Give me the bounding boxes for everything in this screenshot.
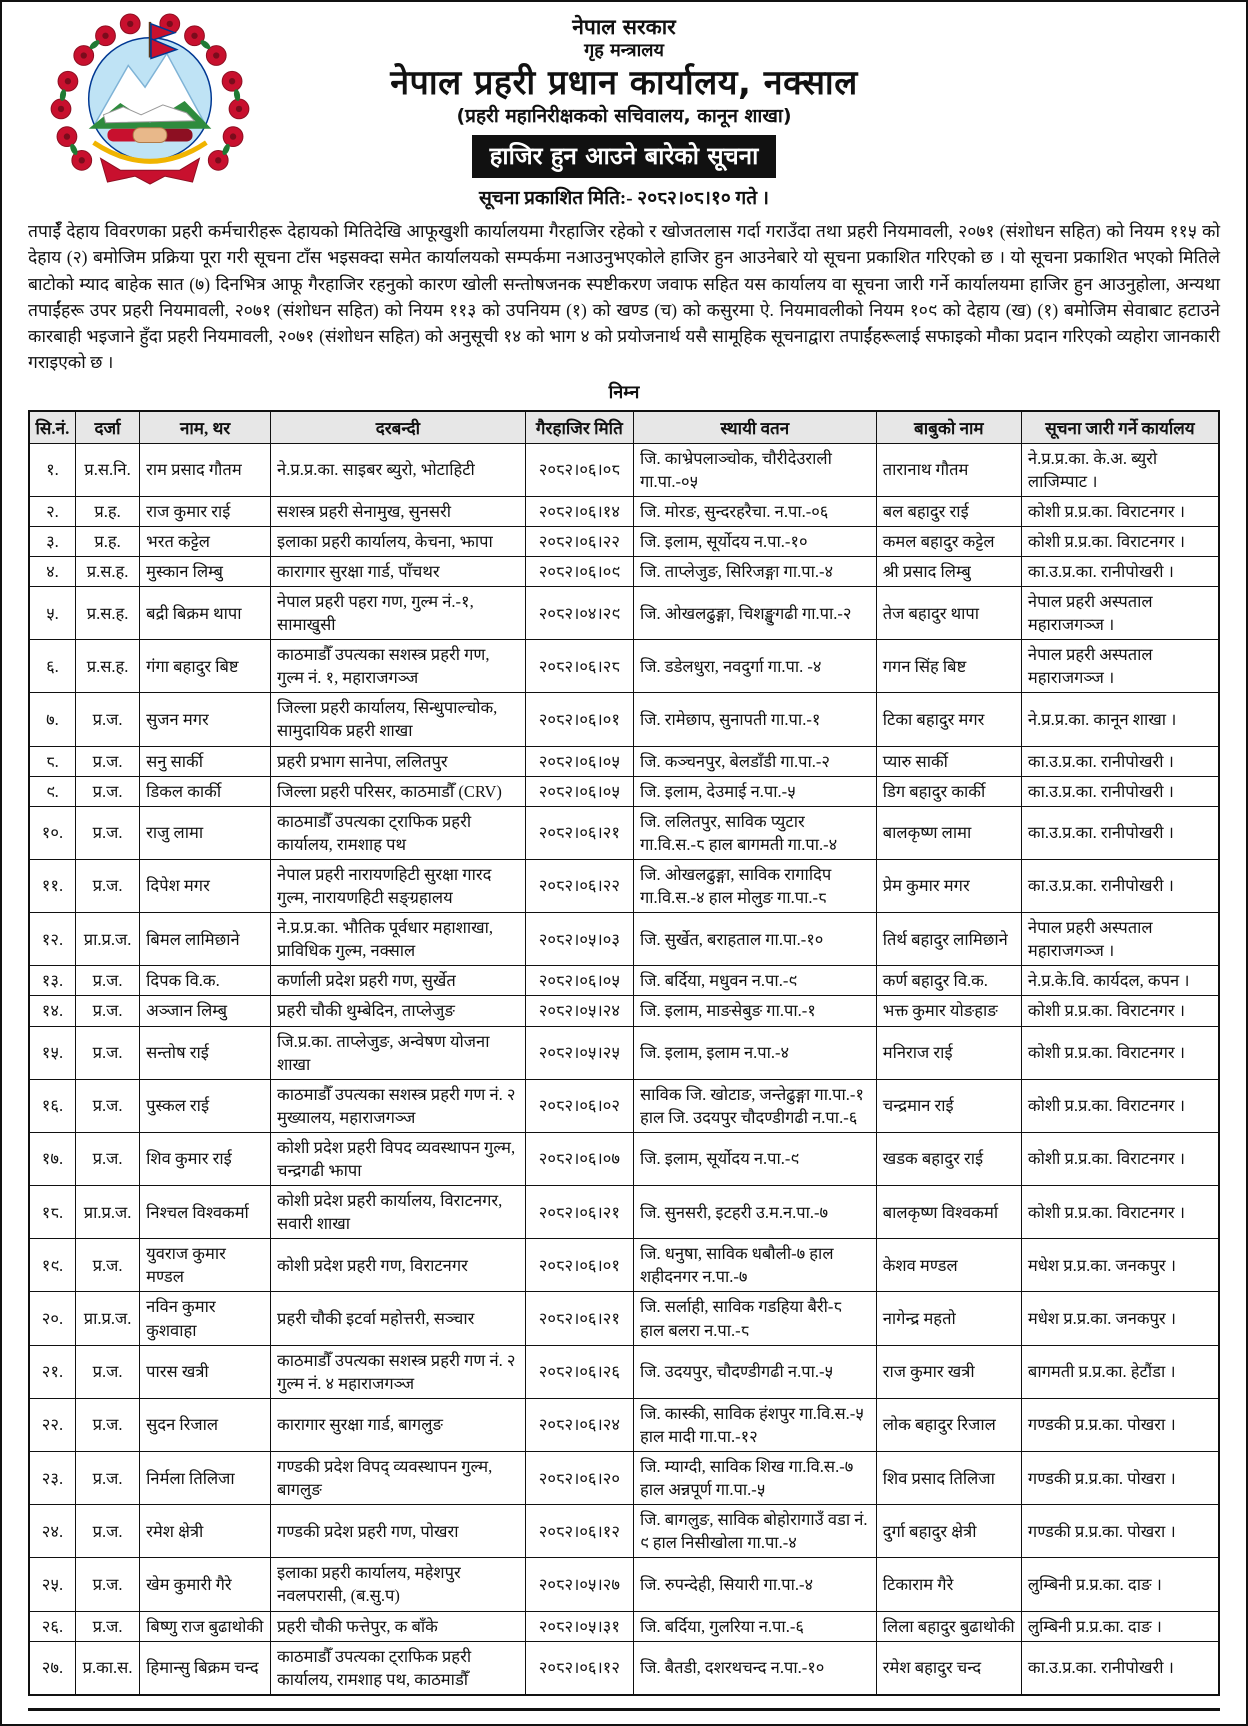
table-cell: तिर्थ बहादुर लामिछाने bbox=[876, 913, 1021, 966]
table-cell: प्र.ज. bbox=[75, 996, 139, 1026]
table-cell: कोशी प्रदेश प्रहरी गण, विराटनगर bbox=[271, 1239, 526, 1292]
table-cell: कमल बहादुर कट्टेल bbox=[876, 526, 1021, 556]
table-cell: प्र.ज. bbox=[75, 1505, 139, 1558]
column-header: दरबन्दी bbox=[271, 411, 526, 444]
table-row bbox=[29, 1611, 1219, 1641]
table-cell: १८. bbox=[29, 1186, 75, 1239]
table-cell: जि. ओखलढुङ्गा, साविक रागादिप गा.वि.स.-४ हाल मोलुङ गा.पा.-८ bbox=[633, 859, 876, 912]
table-cell: गण्डकी प्र.प्र.का. पोखरा । bbox=[1021, 1452, 1219, 1505]
table-cell: काठमाडौँ उपत्यका ट्राफिक प्रहरी कार्यालय, रामशाह पथ bbox=[271, 806, 526, 859]
table-cell: काठमाडौँ उपत्यका सशस्त्र प्रहरी गण नं. २ मुख्यालय, महाराजगञ्ज bbox=[271, 1079, 526, 1132]
table-cell: प्रेम कुमार मगर bbox=[876, 859, 1021, 912]
table-cell: जि. मोरङ, सुन्दरहरैचा. न.पा.-०६ bbox=[633, 496, 876, 526]
column-header: सूचना जारी गर्ने कार्यालय bbox=[1021, 411, 1219, 444]
table-cell: जि. डडेलधुरा, नवदुर्गा गा.पा. -४ bbox=[633, 640, 876, 693]
table-cell: जि. कञ्चनपुर, बेलडाँडी गा.पा.-२ bbox=[633, 746, 876, 776]
table-cell: जि. इलाम, सूर्योदय न.पा.-१० bbox=[633, 526, 876, 556]
table-cell: जि. रामेछाप, सुनापती गा.पा.-१ bbox=[633, 693, 876, 746]
table-cell: मनिराज राई bbox=[876, 1026, 1021, 1079]
office-name: नेपाल प्रहरी प्रधान कार्यालय, नक्साल bbox=[390, 62, 858, 103]
table-cell: प्र.ज. bbox=[75, 1345, 139, 1398]
table-cell: २०८२।०६।०७ bbox=[525, 1132, 633, 1185]
table-cell: जि. इलाम, सूर्योदय न.पा.-९ bbox=[633, 1132, 876, 1185]
handshake-icon bbox=[107, 128, 192, 143]
table-cell: जि. बैतडी, दशरथचन्द न.पा.-१० bbox=[633, 1641, 876, 1695]
table-cell: नेपाल प्रहरी पहरा गण, गुल्म नं.-१, सामाखुसी bbox=[271, 587, 526, 640]
table-cell: मधेश प्र.प्र.का. जनकपुर । bbox=[1021, 1292, 1219, 1345]
table-row bbox=[29, 1239, 1219, 1292]
table-cell: २०८२।०६।२८ bbox=[525, 640, 633, 693]
table-cell: राज कुमार राई bbox=[140, 496, 271, 526]
table-cell: २७. bbox=[29, 1641, 75, 1695]
table-cell: ने.प्र.प्र.का. भौतिक पूर्वधार महाशाखा, प्राविधिक गुल्म, नक्साल bbox=[271, 913, 526, 966]
table-cell: जि. ताप्लेजुङ, सिरिजङ्गा गा.पा.-४ bbox=[633, 556, 876, 586]
table-cell: १०. bbox=[29, 806, 75, 859]
table-cell: बिष्णु राज बुढाथोकी bbox=[140, 1611, 271, 1641]
table-cell: २०८२।०६।२१ bbox=[525, 1292, 633, 1345]
notice-table bbox=[28, 410, 1220, 1696]
table-cell: जि. सुनसरी, इटहरी उ.म.न.पा.-७ bbox=[633, 1186, 876, 1239]
table-cell: २०८२।०६।०१ bbox=[525, 693, 633, 746]
table-cell: दिपक वि.क. bbox=[140, 966, 271, 996]
table-cell: केशव मण्डल bbox=[876, 1239, 1021, 1292]
table-cell: २०८२।०६।१४ bbox=[525, 496, 633, 526]
table-cell: जि. बर्दिया, मधुवन न.पा.-९ bbox=[633, 966, 876, 996]
table-cell: जिल्ला प्रहरी कार्यालय, सिन्धुपाल्चोक, सामुदायिक प्रहरी शाखा bbox=[271, 693, 526, 746]
table-cell: प्यारु सार्की bbox=[876, 746, 1021, 776]
table-cell: तेज बहादुर थापा bbox=[876, 587, 1021, 640]
table-row bbox=[29, 1026, 1219, 1079]
table-cell: गण्डकी प्र.प्र.का. पोखरा । bbox=[1021, 1398, 1219, 1451]
table-cell: २०८२।०४।२९ bbox=[525, 587, 633, 640]
table-cell: १९. bbox=[29, 1239, 75, 1292]
table-cell: २०८२।०६।०९ bbox=[525, 556, 633, 586]
table-cell: ४. bbox=[29, 556, 75, 586]
table-cell: कारागार सुरक्षा गार्ड, पाँचथर bbox=[271, 556, 526, 586]
table-row bbox=[29, 1505, 1219, 1558]
table-cell: लिला बहादुर बुढाथोकी bbox=[876, 1611, 1021, 1641]
table-cell: जि. उदयपुर, चौदण्डीगढी न.पा.-५ bbox=[633, 1345, 876, 1398]
table-head bbox=[29, 411, 1219, 444]
table-row bbox=[29, 556, 1219, 586]
table-cell: भक्त कुमार योङहाङ bbox=[876, 996, 1021, 1026]
table-row bbox=[29, 966, 1219, 996]
column-header: बाबुको नाम bbox=[876, 411, 1021, 444]
table-cell: २०८२।०६।१२ bbox=[525, 1641, 633, 1695]
table-cell: लुम्बिनी प्र.प्र.का. दाङ । bbox=[1021, 1558, 1219, 1611]
table-cell: डिकल कार्की bbox=[140, 776, 271, 806]
table-cell: जि. काभ्रेपलाञ्चोक, चौरीदेउराली गा.पा.-०५ bbox=[633, 443, 876, 496]
table-cell: २३. bbox=[29, 1452, 75, 1505]
table-cell: प्र.ह. bbox=[75, 496, 139, 526]
table-cell: प्र.का.स. bbox=[75, 1641, 139, 1695]
table-cell: प्र.ज. bbox=[75, 1452, 139, 1505]
table-cell: काठमाडौँ उपत्यका सशस्त्र प्रहरी गण नं. २ गुल्म नं. ४ महाराजगञ्ज bbox=[271, 1345, 526, 1398]
table-cell: ५. bbox=[29, 587, 75, 640]
table-cell: २०. bbox=[29, 1292, 75, 1345]
table-cell: श्री प्रसाद लिम्बु bbox=[876, 556, 1021, 586]
table-cell: राम प्रसाद गौतम bbox=[140, 443, 271, 496]
table-cell: २०८२।०६।२२ bbox=[525, 526, 633, 556]
table-row bbox=[29, 496, 1219, 526]
table-cell: २०८२।०५।२७ bbox=[525, 1558, 633, 1611]
column-header: गैरहाजिर मिति bbox=[525, 411, 633, 444]
table-cell: कोशी प्र.प्र.का. विराटनगर । bbox=[1021, 1132, 1219, 1185]
table-cell: जि. ओखलढुङ्गा, चिशङ्खुगढी गा.पा.-२ bbox=[633, 587, 876, 640]
table-cell: जि. सर्लाही, साविक गडहिया बैरी-८ हाल बलरा न.पा.-८ bbox=[633, 1292, 876, 1345]
table-cell: गण्डकी प्रदेश विपद् व्यवस्थापन गुल्म, बागलुङ bbox=[271, 1452, 526, 1505]
secretariat-name: (प्रहरी महानिरीक्षकको सचिवालय, कानून शाखा) bbox=[456, 105, 792, 128]
table-cell: ११. bbox=[29, 859, 75, 912]
table-cell: ने.प्र.के.वि. कार्यदल, कपन । bbox=[1021, 966, 1219, 996]
table-cell: जि. म्याग्दी, साविक शिख गा.वि.स.-७ हाल अन्नपूर्ण गा.पा.-५ bbox=[633, 1452, 876, 1505]
table-cell: १२. bbox=[29, 913, 75, 966]
table-cell: जि. कास्की, साविक हंशपुर गा.वि.स.-५ हाल मादी गा.पा.-१२ bbox=[633, 1398, 876, 1451]
table-cell: दिपेश मगर bbox=[140, 859, 271, 912]
table-cell: नेपाल प्रहरी अस्पताल महाराजगञ्ज । bbox=[1021, 587, 1219, 640]
table-cell: २०८२।०६।०५ bbox=[525, 966, 633, 996]
table-cell: कारागार सुरक्षा गार्ड, बागलुङ bbox=[271, 1398, 526, 1451]
table-cell: ८. bbox=[29, 746, 75, 776]
table-cell: २०८२।०६।१२ bbox=[525, 1505, 633, 1558]
table-cell: प्र.ज. bbox=[75, 859, 139, 912]
table-cell: बद्री बिक्रम थापा bbox=[140, 587, 271, 640]
table-cell: डिग बहादुर कार्की bbox=[876, 776, 1021, 806]
table-cell: २. bbox=[29, 496, 75, 526]
table-cell: १४. bbox=[29, 996, 75, 1026]
table-cell: का.उ.प्र.का. रानीपोखरी । bbox=[1021, 1641, 1219, 1695]
table-cell: प्र.स.ह. bbox=[75, 587, 139, 640]
table-cell: नेपाल प्रहरी नारायणहिटी सुरक्षा गारद गुल्म, नारायणहिटी सङ्ग्रहालय bbox=[271, 859, 526, 912]
table-cell: प्रा.प्र.ज. bbox=[75, 913, 139, 966]
table-cell: प्र.ज. bbox=[75, 1132, 139, 1185]
table-cell: प्र.ज. bbox=[75, 1079, 139, 1132]
table-cell: प्र.ज. bbox=[75, 806, 139, 859]
table-cell: टिकाराम गैरे bbox=[876, 1558, 1021, 1611]
table-cell: १५. bbox=[29, 1026, 75, 1079]
table-cell: २०८२।०५।२४ bbox=[525, 996, 633, 1026]
column-header: स्थायी वतन bbox=[633, 411, 876, 444]
table-cell: बालकृष्ण लामा bbox=[876, 806, 1021, 859]
table-row bbox=[29, 1452, 1219, 1505]
table-cell: २०८२।०६।२१ bbox=[525, 1186, 633, 1239]
table-cell: गण्डकी प्रदेश प्रहरी गण, पोखरा bbox=[271, 1505, 526, 1558]
table-cell: जि. बर्दिया, गुलरिया न.पा.-६ bbox=[633, 1611, 876, 1641]
table-cell: २०८२।०६।०१ bbox=[525, 1239, 633, 1292]
table-row bbox=[29, 1641, 1219, 1695]
column-header: दर्जा bbox=[75, 411, 139, 444]
table-intro-label: निम्न bbox=[608, 381, 640, 402]
table-cell: कोशी प्र.प्र.का. विराटनगर । bbox=[1021, 526, 1219, 556]
table-row bbox=[29, 1292, 1219, 1345]
table-cell: कोशी प्र.प्र.का. विराटनगर । bbox=[1021, 1186, 1219, 1239]
table-cell: २०८२।०६।२० bbox=[525, 1452, 633, 1505]
table-body bbox=[29, 443, 1219, 1695]
table-cell: हिमान्सु बिक्रम चन्द bbox=[140, 1641, 271, 1695]
table-cell: सनु सार्की bbox=[140, 746, 271, 776]
table-cell: गंगा बहादुर बिष्ट bbox=[140, 640, 271, 693]
table-cell: का.उ.प्र.का. रानीपोखरी । bbox=[1021, 859, 1219, 912]
table-cell: १. bbox=[29, 443, 75, 496]
notice-title-banner: हाजिर हुन आउने बारेको सूचना bbox=[472, 135, 777, 178]
table-row bbox=[29, 693, 1219, 746]
table-cell: गगन सिंह बिष्ट bbox=[876, 640, 1021, 693]
table-cell: नेपाल प्रहरी अस्पताल महाराजगञ्ज । bbox=[1021, 913, 1219, 966]
table-cell: प्र.ज. bbox=[75, 1558, 139, 1611]
table-cell: नेपाल प्रहरी अस्पताल महाराजगञ्ज । bbox=[1021, 640, 1219, 693]
table-cell: टिका बहादुर मगर bbox=[876, 693, 1021, 746]
table-cell: प्रहरी चौकी फत्तेपुर, क बाँके bbox=[271, 1611, 526, 1641]
table-cell: २४. bbox=[29, 1505, 75, 1558]
table-cell: प्र.ह. bbox=[75, 526, 139, 556]
table-cell: जि. ललितपुर, साविक प्युटार गा.वि.स.-८ हाल बागमती गा.पा.-४ bbox=[633, 806, 876, 859]
table-cell: प्रहरी चौकी इटर्वा महोत्तरी, सञ्चार bbox=[271, 1292, 526, 1345]
table-row bbox=[29, 443, 1219, 496]
table-cell: जि. इलाम, देउमाई न.पा.-५ bbox=[633, 776, 876, 806]
table-cell: कर्णाली प्रदेश प्रहरी गण, सुर्खेत bbox=[271, 966, 526, 996]
table-cell: २०८२।०६।०५ bbox=[525, 746, 633, 776]
table-cell: का.उ.प्र.का. रानीपोखरी । bbox=[1021, 556, 1219, 586]
table-cell: मधेश प्र.प्र.का. जनकपुर । bbox=[1021, 1239, 1219, 1292]
column-header: सि.नं. bbox=[29, 411, 75, 444]
table-cell: प्रहरी चौकी थुम्बेदिन, ताप्लेजुङ bbox=[271, 996, 526, 1026]
table-cell: सन्तोष राई bbox=[140, 1026, 271, 1079]
table-cell: ७. bbox=[29, 693, 75, 746]
table-cell: इलाका प्रहरी कार्यालय, केचना, झापा bbox=[271, 526, 526, 556]
table-cell: कोशी प्रदेश प्रहरी विपद व्यवस्थापन गुल्म, चन्द्रगढी झापा bbox=[271, 1132, 526, 1185]
table-row bbox=[29, 1398, 1219, 1451]
table-cell: रमेश क्षेत्री bbox=[140, 1505, 271, 1558]
table-cell: २६. bbox=[29, 1611, 75, 1641]
table-cell: जि. रुपन्देही, सियारी गा.पा.-४ bbox=[633, 1558, 876, 1611]
table-cell: ने.प्र.प्र.का. कानून शाखा । bbox=[1021, 693, 1219, 746]
table-row bbox=[29, 640, 1219, 693]
table-cell: दुर्गा बहादुर क्षेत्री bbox=[876, 1505, 1021, 1558]
table-cell: ने.प्र.प्र.का. के.अ. ब्युरो लाजिम्पाट । bbox=[1021, 443, 1219, 496]
table-cell: जि. इलाम, इलाम न.पा.-४ bbox=[633, 1026, 876, 1079]
table-cell: २०८२।०६।०२ bbox=[525, 1079, 633, 1132]
table-cell: प्रहरी प्रभाग सानेपा, ललितपुर bbox=[271, 746, 526, 776]
table-cell: लोक बहादुर रिजाल bbox=[876, 1398, 1021, 1451]
table-cell: बल बहादुर राई bbox=[876, 496, 1021, 526]
table-cell: कोशी प्र.प्र.का. विराटनगर । bbox=[1021, 1026, 1219, 1079]
table-cell: काठमाडौँ उपत्यका ट्राफिक प्रहरी कार्यालय, रामशाह पथ, काठमाडौँ bbox=[271, 1641, 526, 1695]
table-cell: ९. bbox=[29, 776, 75, 806]
table-row bbox=[29, 806, 1219, 859]
table-row bbox=[29, 1079, 1219, 1132]
table-cell: लुम्बिनी प्र.प्र.का. दाङ । bbox=[1021, 1611, 1219, 1641]
table-cell: साविक जि. खोटाङ, जन्तेढुङ्गा गा.पा.-१ हाल जि. उदयपुर चौदण्डीगढी न.पा.-६ bbox=[633, 1079, 876, 1132]
table-cell: ने.प्र.प्र.का. साइबर ब्युरो, भोटाहिटी bbox=[271, 443, 526, 496]
table-cell: नविन कुमार कुशवाहा bbox=[140, 1292, 271, 1345]
table-cell: निश्चल विश्वकर्मा bbox=[140, 1186, 271, 1239]
table-row bbox=[29, 1558, 1219, 1611]
table-cell: जिल्ला प्रहरी परिसर, काठमाडौँ (CRV) bbox=[271, 776, 526, 806]
table-cell: १७. bbox=[29, 1132, 75, 1185]
table-cell: मुस्कान लिम्बु bbox=[140, 556, 271, 586]
table-row bbox=[29, 526, 1219, 556]
table-cell: प्र.ज. bbox=[75, 693, 139, 746]
table-cell: खेम कुमारी गैरे bbox=[140, 1558, 271, 1611]
nepal-government-emblem-icon bbox=[44, 12, 256, 190]
table-cell: अञ्जान लिम्बु bbox=[140, 996, 271, 1026]
table-cell: प्र.ज. bbox=[75, 1026, 139, 1079]
table-cell: युवराज कुमार मण्डल bbox=[140, 1239, 271, 1292]
table-cell: प्र.ज. bbox=[75, 776, 139, 806]
table-cell: का.उ.प्र.का. रानीपोखरी । bbox=[1021, 776, 1219, 806]
table-cell: २०८२।०६।२२ bbox=[525, 859, 633, 912]
table-cell: पुस्कल राई bbox=[140, 1079, 271, 1132]
table-cell: चन्द्रमान राई bbox=[876, 1079, 1021, 1132]
table-cell: प्र.ज. bbox=[75, 1239, 139, 1292]
table-cell: सशस्त्र प्रहरी सेनामुख, सुनसरी bbox=[271, 496, 526, 526]
table-cell: २०८२।०६।२१ bbox=[525, 806, 633, 859]
table-cell: प्र.स.ह. bbox=[75, 640, 139, 693]
table-cell: रमेश बहादुर चन्द bbox=[876, 1641, 1021, 1695]
document-header bbox=[28, 8, 1220, 210]
table-row bbox=[29, 587, 1219, 640]
table-cell: प्रा.प्र.ज. bbox=[75, 1292, 139, 1345]
table-cell: २०८२।०६।०८ bbox=[525, 443, 633, 496]
table-cell: निर्मला तिलिजा bbox=[140, 1452, 271, 1505]
published-date: सूचना प्रकाशित मिति:- २०८२।०८।१० गते । bbox=[479, 188, 769, 210]
table-cell: २१. bbox=[29, 1345, 75, 1398]
table-row bbox=[29, 776, 1219, 806]
table-cell: नागेन्द्र महतो bbox=[876, 1292, 1021, 1345]
table-cell: प्रा.प्र.ज. bbox=[75, 1186, 139, 1239]
table-cell: १६. bbox=[29, 1079, 75, 1132]
table-cell: राज कुमार खत्री bbox=[876, 1345, 1021, 1398]
table-cell: २०८२।०६।२४ bbox=[525, 1398, 633, 1451]
government-name: नेपाल सरकार bbox=[572, 15, 676, 39]
table-cell: इलाका प्रहरी कार्यालय, महेशपुर नवलपरासी, (ब.सु.प) bbox=[271, 1558, 526, 1611]
table-cell: जि. इलाम, माङसेबुङ गा.पा.-१ bbox=[633, 996, 876, 1026]
table-cell: जि. धनुषा, साविक धबौली-७ हाल शहीदनगर न.पा.-७ bbox=[633, 1239, 876, 1292]
table-cell: प्र.ज. bbox=[75, 1398, 139, 1451]
table-cell: प्र.ज. bbox=[75, 1611, 139, 1641]
table-cell: प्र.ज. bbox=[75, 746, 139, 776]
table-cell: गण्डकी प्र.प्र.का. पोखरा । bbox=[1021, 1505, 1219, 1558]
table-cell: सुदन रिजाल bbox=[140, 1398, 271, 1451]
table-cell: प्र.ज. bbox=[75, 966, 139, 996]
ministry-name: गृह मन्त्रालय bbox=[584, 40, 664, 62]
table-row bbox=[29, 913, 1219, 966]
bottom-divider bbox=[28, 1708, 1220, 1714]
table-cell: ६. bbox=[29, 640, 75, 693]
table-cell: जि. बागलुङ, साविक बोहोरागाउँ वडा नं. ९ हाल निसीखोला गा.पा.-४ bbox=[633, 1505, 876, 1558]
table-cell: का.उ.प्र.का. रानीपोखरी । bbox=[1021, 806, 1219, 859]
table-row bbox=[29, 1345, 1219, 1398]
table-cell: बागमती प्र.प्र.का. हेटौंडा । bbox=[1021, 1345, 1219, 1398]
header-row bbox=[29, 411, 1219, 444]
table-cell: प्र.स.नि. bbox=[75, 443, 139, 496]
table-cell: २५. bbox=[29, 1558, 75, 1611]
table-row bbox=[29, 1132, 1219, 1185]
table-cell: बिमल लामिछाने bbox=[140, 913, 271, 966]
table-cell: खडक बहादुर राई bbox=[876, 1132, 1021, 1185]
table-cell: पारस खत्री bbox=[140, 1345, 271, 1398]
table-cell: सुजन मगर bbox=[140, 693, 271, 746]
table-cell: भरत कट्टेल bbox=[140, 526, 271, 556]
table-cell: राजु लामा bbox=[140, 806, 271, 859]
table-row bbox=[29, 1186, 1219, 1239]
table-cell: तारानाथ गौतम bbox=[876, 443, 1021, 496]
table-cell: जि. सुर्खेत, बराहताल गा.पा.-१० bbox=[633, 913, 876, 966]
table-cell: कोशी प्रदेश प्रहरी कार्यालय, विराटनगर, सवारी शाखा bbox=[271, 1186, 526, 1239]
table-row bbox=[29, 746, 1219, 776]
table-cell: कोशी प्र.प्र.का. विराटनगर । bbox=[1021, 996, 1219, 1026]
column-header: नाम, थर bbox=[140, 411, 271, 444]
table-cell: २०८२।०५।०३ bbox=[525, 913, 633, 966]
notice-body-paragraph: तपाईँ देहाय विवरणका प्रहरी कर्मचारीहरू देहायको मितिदेखि आफूखुशी कार्यालयमा गैरहाजिर रहेको र खोजतलास गर्दा गराउँदा तथा प्रहरी नियमावली, २०७१ (संशोधन सहित) को नियम ११५ को देहाय (२) बमोजिम प्रक्रिया पूरा गरी सूचना टाँस भइसक्दा समेत कार्यालयको सम्पर्कमा नआउनुभएकोले हाजिर हुन आउनेबारे यो सूचना प्रकाशित गरिएको छ । यो सूचना प्रकाशित भएको मितिले बाटोको म्याद बाहेक सात (७) दिनभित्र आफू गैरहाजिर रहनुको कारण खोली सन्तोषजनक स्पष्टीकरण जवाफ सहित यस कार्यालय वा सूचना जारी गर्ने कार्यालयमा हाजिर हुन आउनुहोला, अन्यथा तपाईंहरू उपर प्रहरी नियमावली, २०७१ (संशोधन सहित) को नियम ११३ को उपनियम (१) को खण्ड (च) को कसुरमा ऐ. नियमावलीको नियम १०९ को देहाय (ख) (१) बमोजिम सेवाबाट हटाउने कारबाही भइजाने हुँदा प्रहरी नियमावली, २०७१ (संशोधन सहित) को अनुसूची १४ को भाग ४ को प्रयोजनार्थ यसै सामूहिक सूचनाद्वारा तपाईंहरूलाई सफाइको मौका प्रदान गरिएको व्यहोरा जानकारी गराइएको छ । bbox=[28, 221, 1220, 373]
table-cell: शिव प्रसाद तिलिजा bbox=[876, 1452, 1021, 1505]
table-cell: जि.प्र.का. ताप्लेजुङ, अन्वेषण योजना शाखा bbox=[271, 1026, 526, 1079]
table-cell: १३. bbox=[29, 966, 75, 996]
table-cell: काठमाडौँ उपत्यका सशस्त्र प्रहरी गण, गुल्म नं. १, महाराजगञ्ज bbox=[271, 640, 526, 693]
table-cell: ३. bbox=[29, 526, 75, 556]
table-cell: बालकृष्ण विश्वकर्मा bbox=[876, 1186, 1021, 1239]
table-cell: कोशी प्र.प्र.का. विराटनगर । bbox=[1021, 1079, 1219, 1132]
table-row bbox=[29, 996, 1219, 1026]
table-cell: २०८२।०६।०५ bbox=[525, 776, 633, 806]
table-cell: २०८२।०५।३१ bbox=[525, 1611, 633, 1641]
table-cell: २२. bbox=[29, 1398, 75, 1451]
table-cell: कोशी प्र.प्र.का. विराटनगर । bbox=[1021, 496, 1219, 526]
table-cell: कर्ण बहादुर वि.क. bbox=[876, 966, 1021, 996]
table-row bbox=[29, 859, 1219, 912]
table-cell: शिव कुमार राई bbox=[140, 1132, 271, 1185]
table-cell: २०८२।०६।२६ bbox=[525, 1345, 633, 1398]
table-cell: प्र.स.ह. bbox=[75, 556, 139, 586]
table-cell: २०८२।०५।२५ bbox=[525, 1026, 633, 1079]
table-cell: का.उ.प्र.का. रानीपोखरी । bbox=[1021, 746, 1219, 776]
